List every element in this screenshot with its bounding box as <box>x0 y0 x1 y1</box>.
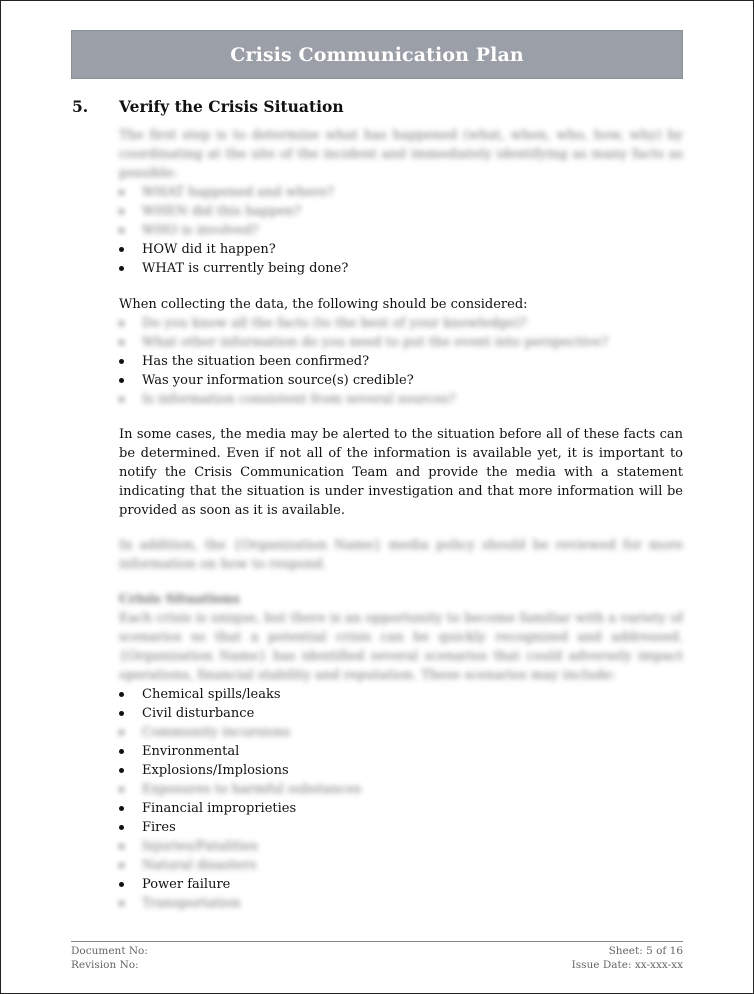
bullet-icon <box>119 190 124 195</box>
collecting-intro: When collecting the data, the following should be considered: <box>119 297 528 312</box>
bullet-icon <box>119 863 124 868</box>
list-item-text: Financial improprieties <box>142 801 297 816</box>
list-item-text: Is information consistent from several sources? <box>142 392 456 407</box>
list-item <box>119 314 683 333</box>
list-item-text: What other information do you need to put the event into perspective? <box>142 335 609 350</box>
list-item <box>119 799 683 818</box>
list-item <box>119 333 683 352</box>
list-item <box>119 761 683 780</box>
page-footer <box>71 941 683 972</box>
bullet-icon <box>119 787 124 792</box>
list-item <box>119 780 683 799</box>
bullet-icon <box>119 359 124 364</box>
section-number: 5. <box>72 97 89 116</box>
list-item <box>119 723 683 742</box>
list-item-text: Chemical spills/leaks <box>142 687 281 702</box>
list-item <box>119 875 683 894</box>
sheet-number: Sheet: 5 of 16 <box>608 945 683 957</box>
bullet-icon <box>119 844 124 849</box>
list-item-text: Explosions/Implosions <box>142 763 289 778</box>
list-item <box>119 894 683 913</box>
list-item <box>119 704 683 723</box>
list-item-text: Transportation <box>142 896 241 911</box>
list-item-text: Community incursions <box>142 725 291 740</box>
bullet-icon <box>119 730 124 735</box>
list-item <box>119 818 683 837</box>
list-item-text: Environmental <box>142 744 240 759</box>
bullet-icon <box>119 806 124 811</box>
intro-paragraph: The first step is to determine what has happened (what, when, who, how, why) by coordinating at the site of the incident and immediately identifying as many facts as possible: <box>119 128 683 181</box>
list-item <box>119 352 683 371</box>
list-item-text: WHO is involved? <box>142 223 259 238</box>
bullet-icon <box>119 692 124 697</box>
list-item <box>119 371 683 390</box>
revision-no-label: Revision No: <box>71 959 139 971</box>
policy-paragraph: In addition, the {Organization Name} media policy should be reviewed for more information on how to respond. <box>119 538 683 572</box>
scenarios-list <box>119 685 683 913</box>
bullet-icon <box>119 901 124 906</box>
list-item <box>119 259 683 278</box>
list-item-text: Natural disasters <box>142 858 257 873</box>
list-item-text: Has the situation been confirmed? <box>142 354 370 369</box>
list-item-text: Power failure <box>142 877 231 892</box>
bullet-icon <box>119 825 124 830</box>
scenarios-paragraph: Each crisis is unique, but there is an opportunity to become familiar with a variety of scenarios so that a potential crisis can be quickly recognized and addressed. {Organization Name} has identified several scenarios that could adversely impact operations, financial stability and reputation. These scenarios may include: <box>119 611 683 683</box>
list-item-text: Injuries/Fatalities <box>142 839 258 854</box>
bullet-icon <box>119 711 124 716</box>
bullet-icon <box>119 340 124 345</box>
bullet-icon <box>119 749 124 754</box>
scenarios-heading: Crisis Situations <box>119 592 240 607</box>
list-item-text: WHAT happened and where? <box>142 185 334 200</box>
list-item-text: Fires <box>142 820 176 835</box>
bullet-icon <box>119 228 124 233</box>
bullet-icon <box>119 266 124 271</box>
list-item-text: HOW did it happen? <box>142 242 276 257</box>
facts-list <box>119 183 683 278</box>
list-item <box>119 390 683 409</box>
issue-date: Issue Date: xx-xxx-xx <box>571 959 683 971</box>
list-item-text: Exposures to harmful substances <box>142 782 362 797</box>
list-item <box>119 240 683 259</box>
list-item <box>119 202 683 221</box>
list-item-text: Was your information source(s) credible? <box>142 373 414 388</box>
list-item <box>119 856 683 875</box>
header-banner <box>71 30 683 79</box>
bullet-icon <box>119 378 124 383</box>
list-item-text: WHAT is currently being done? <box>142 261 349 276</box>
section-title: Verify the Crisis Situation <box>119 97 344 116</box>
bullet-icon <box>119 321 124 326</box>
list-item-text: Do you know all the facts (to the best of your knowledge)? <box>142 316 527 331</box>
bullet-icon <box>119 247 124 252</box>
list-item-text: WHEN did this happen? <box>142 204 301 219</box>
considerations-list <box>119 314 683 409</box>
list-item <box>119 742 683 761</box>
bullet-icon <box>119 209 124 214</box>
bullet-icon <box>119 768 124 773</box>
section-body <box>119 126 683 913</box>
list-item <box>119 221 683 240</box>
list-item-text: Civil disturbance <box>142 706 255 721</box>
list-item <box>119 837 683 856</box>
media-paragraph: In some cases, the media may be alerted to the situation before all of these facts can be determined. Even if not all of the information is available yet, it is important to notify the Crisis Communication Team and provide the media with a statement indicating that the situation is under investigation and that more information will be provided as soon as it is available. <box>119 427 683 518</box>
bullet-icon <box>119 397 124 402</box>
document-no-label: Document No: <box>71 945 148 957</box>
list-item <box>119 183 683 202</box>
list-item <box>119 685 683 704</box>
bullet-icon <box>119 882 124 887</box>
document-title: Crisis Communication Plan <box>230 43 524 66</box>
